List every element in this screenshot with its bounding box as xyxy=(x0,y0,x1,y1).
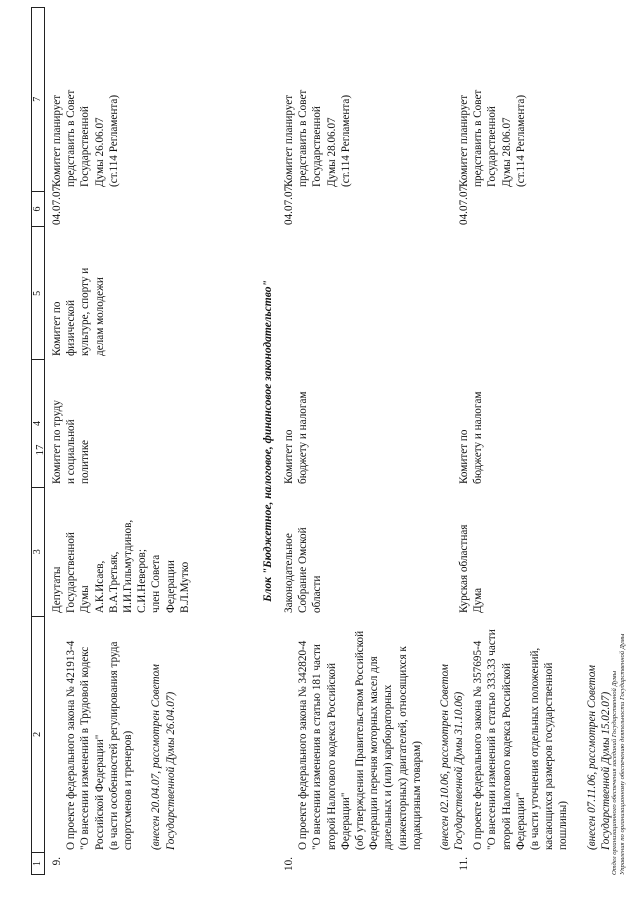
bill-note: (внесен 02.10.06, рассмотрен Советом Государственной Думы 31.10.06) xyxy=(439,664,466,850)
bill-note: (внесен 20.04.07, рассмотрен Советом Государственной Думы 26.04.07) xyxy=(150,664,177,850)
bill-status: Комитет планирует представить в Совет Государственной Думы 26.06.07 (ст.114 Регламента) xyxy=(51,89,120,187)
row-number: 11. xyxy=(458,857,470,871)
footer-line-1: Отдел организационного обеспечения заседаний Государственной Думы xyxy=(611,670,618,875)
bill-status: Комитет планирует представить в Совет Государственной Думы 28.06.07 (ст.114 Регламента) xyxy=(458,89,527,187)
column-header-1: 1 xyxy=(32,852,44,874)
co-committee: Комитет по физической культуре, спорту и делам молодежи xyxy=(51,267,106,356)
co-committee xyxy=(457,226,627,359)
column-header-6: 6 xyxy=(32,191,44,227)
bill-title: О проекте федерального закона № 342820-4 "О внесении изменения в статью 181 части второй Налогового кодекса Российской Федерации" (об утверждении Правительством Российской Федерации перечня моторных масел для дизельных и (или) карбюраторных (инжекторных) двигателей, относящихся к подакцизным товарам) xyxy=(297,630,423,850)
column-header-3: 3 xyxy=(32,487,44,616)
bill-status: Комитет планирует представить в Совет Государственной Думы 28.06.07 (ст.114 Регламента) xyxy=(283,89,352,187)
bill-author: Депутаты Государственной Думы А.К.Исаев, В.А.Третьяк, И.И.Гильмутдинов, С.И.Неверов; член Совета Федерации В.Л.Мутко xyxy=(51,519,191,613)
responsible-committee: Комитет по бюджету и налогам xyxy=(458,391,485,484)
review-date: 04.07.07 xyxy=(51,185,63,225)
responsible-committee: Комитет по труду и социальной политике xyxy=(51,400,92,484)
column-header-5: 5 xyxy=(32,227,44,360)
row-number: 9. xyxy=(51,857,63,866)
bill-title: О проекте федерального закона № 357695-4 "О внесении изменений в статью 333.33 части второй Налогового кодекса Российской Федерации" (в части уточнения отдельных положений, касающихся размеров государственной пошлины) xyxy=(472,629,570,850)
responsible-committee: Комитет по бюджету и налогам xyxy=(283,391,310,484)
review-date: 04.07.07 xyxy=(283,185,295,225)
row-number: 10. xyxy=(283,857,295,871)
bill-author: Законодательное Собрание Омской области xyxy=(283,527,324,613)
review-date: 04.07.07 xyxy=(458,185,470,225)
column-header-row xyxy=(31,7,45,875)
footer xyxy=(611,634,627,875)
table-row xyxy=(457,7,627,875)
bill-title: О проекте федерального закона № 421913-4 "О внесении изменений в Трудовой кодекс Российской Федерации" (в части особенностей регулирования труда спортсменов и тренеров) xyxy=(65,640,135,850)
table-row xyxy=(282,7,481,875)
page-number: 17 xyxy=(34,444,46,456)
bill-author: Курская областная Дума xyxy=(458,524,485,613)
footer-line-2: Управления по организационному обеспечению деятельности Государственной Думы xyxy=(619,633,626,875)
column-header-2: 2 xyxy=(32,616,44,852)
column-header-7: 7 xyxy=(32,96,43,102)
column-header-4: 4 xyxy=(32,359,44,487)
bill-note: (внесен 07.11.06, рассмотрен Советом Государственной Думы 15.02.07) xyxy=(585,664,613,850)
co-committee xyxy=(282,226,481,359)
block-title: Блок "Бюджетное, налоговое, финансовое законодательство" xyxy=(262,280,274,602)
table-row xyxy=(50,7,192,875)
